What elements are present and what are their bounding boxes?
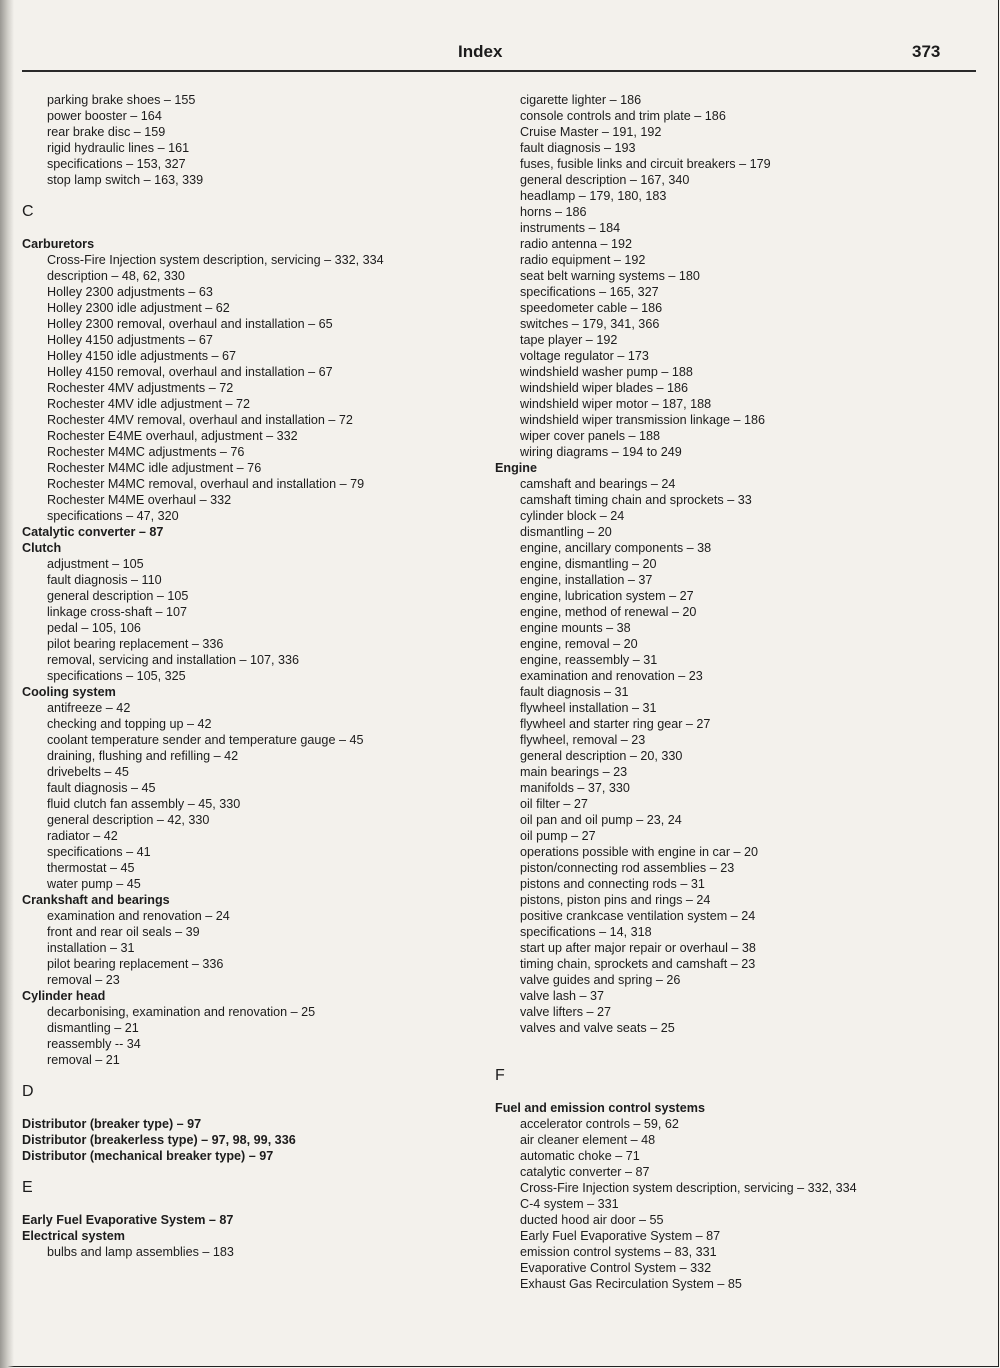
index-subentry: Rochester 4MV idle adjustment – 72 xyxy=(47,397,251,411)
index-heading: Fuel and emission control systems xyxy=(495,1101,705,1115)
index-subentry: engine, ancillary components – 38 xyxy=(520,541,712,555)
index-subentry: horns – 186 xyxy=(520,205,587,219)
index-heading: Carburetors xyxy=(22,237,95,251)
index-subentry: installation – 31 xyxy=(47,941,135,955)
binding-shadow xyxy=(0,0,14,1368)
index-subentry: windshield wiper transmission linkage – 186 xyxy=(520,413,766,427)
index-subentry: Early Fuel Evaporative System – 87 xyxy=(520,1229,721,1243)
index-subentry: windshield wiper motor – 187, 188 xyxy=(520,397,712,411)
index-subentry: wiper cover panels – 188 xyxy=(520,429,661,443)
index-subentry: Holley 4150 idle adjustments – 67 xyxy=(47,349,237,363)
index-subentry: start up after major repair or overhaul – 38 xyxy=(520,941,756,955)
index-subentry: engine, method of renewal – 20 xyxy=(520,605,697,619)
index-column-left xyxy=(22,92,492,1260)
section-letter: F xyxy=(495,1067,505,1084)
index-subentry: Cross-Fire Injection system description, servicing – 332, 334 xyxy=(47,253,384,267)
section-letter: D xyxy=(22,1083,34,1100)
index-subentry: specifications – 47, 320 xyxy=(47,509,179,523)
index-subentry: accelerator controls – 59, 62 xyxy=(520,1117,679,1131)
index-heading: Cooling system xyxy=(22,685,116,699)
index-subentry: Holley 2300 adjustments – 63 xyxy=(47,285,213,299)
index-subentry: Holley 4150 removal, overhaul and installation – 67 xyxy=(47,365,333,379)
index-subentry: flywheel installation – 31 xyxy=(520,701,657,715)
index-subentry: automatic choke – 71 xyxy=(520,1149,640,1163)
index-heading: Electrical system xyxy=(22,1229,125,1243)
index-subentry: oil pan and oil pump – 23, 24 xyxy=(520,813,682,827)
index-subentry: fault diagnosis – 193 xyxy=(520,141,636,155)
index-heading: Distributor (breakerless type) – 97, 98, 99, 336 xyxy=(22,1133,296,1147)
index-subentry: Rochester M4ME overhaul – 332 xyxy=(47,493,232,507)
index-subentry: engine mounts – 38 xyxy=(520,621,631,635)
index-subentry: piston/connecting rod assemblies – 23 xyxy=(520,861,735,875)
index-subentry: adjustment – 105 xyxy=(47,557,144,571)
index-subentry: console controls and trim plate – 186 xyxy=(520,109,726,123)
index-subentry: checking and topping up – 42 xyxy=(47,717,212,731)
index-subentry: Rochester 4MV adjustments – 72 xyxy=(47,381,234,395)
index-subentry: ducted hood air door – 55 xyxy=(520,1213,664,1227)
index-subentry: cigarette lighter – 186 xyxy=(520,93,642,107)
spacer xyxy=(22,220,492,236)
index-heading: Catalytic converter – 87 xyxy=(22,525,164,539)
index-subentry: pilot bearing replacement – 336 xyxy=(47,637,224,651)
index-heading: Distributor (breaker type) – 97 xyxy=(22,1117,202,1131)
index-subentry: specifications – 165, 327 xyxy=(520,285,659,299)
index-subentry: C-4 system – 331 xyxy=(520,1197,619,1211)
page-number: 373 xyxy=(912,42,941,61)
index-subentry: timing chain, sprockets and camshaft – 23 xyxy=(520,957,756,971)
index-subentry: antifreeze – 42 xyxy=(47,701,131,715)
index-subentry: specifications – 14, 318 xyxy=(520,925,652,939)
index-subentry: fault diagnosis – 45 xyxy=(47,781,156,795)
index-subentry: removal – 21 xyxy=(47,1053,120,1067)
index-subentry: seat belt warning systems – 180 xyxy=(520,269,700,283)
index-subentry: general description – 20, 330 xyxy=(520,749,683,763)
index-subentry: pistons, piston pins and rings – 24 xyxy=(520,893,711,907)
index-subentry: removal – 23 xyxy=(47,973,120,987)
page-title: Index xyxy=(458,42,503,61)
index-heading: Engine xyxy=(495,461,537,475)
spacer xyxy=(495,1036,965,1052)
index-subentry: examination and renovation – 23 xyxy=(520,669,703,683)
index-subentry: engine, installation – 37 xyxy=(520,573,653,587)
index-subentry: Cross-Fire Injection system description, servicing – 332, 334 xyxy=(520,1181,857,1195)
header-rule xyxy=(22,70,976,72)
index-subentry: Exhaust Gas Recirculation System – 85 xyxy=(520,1277,742,1291)
index-subentry: camshaft and bearings – 24 xyxy=(520,477,676,491)
index-subentry: dismantling – 20 xyxy=(520,525,612,539)
index-subentry: thermostat – 45 xyxy=(47,861,135,875)
index-heading: Cylinder head xyxy=(22,989,106,1003)
index-subentry: radio equipment – 192 xyxy=(520,253,646,267)
index-subentry: rear brake disc – 159 xyxy=(47,125,166,139)
spacer xyxy=(22,1068,492,1084)
index-subentry: parking brake shoes – 155 xyxy=(47,93,196,107)
index-subentry: engine, lubrication system – 27 xyxy=(520,589,694,603)
index-subentry: dismantling – 21 xyxy=(47,1021,139,1035)
index-subentry: pedal – 105, 106 xyxy=(47,621,141,635)
index-subentry: valves and valve seats – 25 xyxy=(520,1021,675,1035)
index-subentry: decarbonising, examination and renovation – 25 xyxy=(47,1005,316,1019)
index-subentry: wiring diagrams – 194 to 249 xyxy=(520,445,682,459)
index-subentry: engine, dismantling – 20 xyxy=(520,557,657,571)
index-subentry: speedometer cable – 186 xyxy=(520,301,663,315)
index-heading: Distributor (mechanical breaker type) – 97 xyxy=(22,1149,274,1163)
index-subentry: radiator – 42 xyxy=(47,829,118,843)
index-subentry: valve lash – 37 xyxy=(520,989,605,1003)
index-subentry: pilot bearing replacement – 336 xyxy=(47,957,224,971)
section-letter: E xyxy=(22,1179,33,1196)
index-subentry: specifications – 41 xyxy=(47,845,151,859)
spacer xyxy=(22,188,492,204)
index-subentry: tape player – 192 xyxy=(520,333,618,347)
index-subentry: coolant temperature sender and temperature gauge – 45 xyxy=(47,733,364,747)
index-subentry: specifications – 105, 325 xyxy=(47,669,186,683)
index-subentry: oil pump – 27 xyxy=(520,829,596,843)
index-heading: Clutch xyxy=(22,541,62,555)
index-subentry: fault diagnosis – 110 xyxy=(47,573,162,587)
index-subentry: flywheel and starter ring gear – 27 xyxy=(520,717,711,731)
index-subentry: Holley 2300 removal, overhaul and installation – 65 xyxy=(47,317,333,331)
index-subentry: general description – 167, 340 xyxy=(520,173,690,187)
index-subentry: fuses, fusible links and circuit breakers – 179 xyxy=(520,157,771,171)
index-subentry: stop lamp switch – 163, 339 xyxy=(47,173,204,187)
index-subentry: engine, removal – 20 xyxy=(520,637,638,651)
index-column-right xyxy=(495,92,965,1292)
index-subentry: oil filter – 27 xyxy=(520,797,588,811)
index-subentry: Rochester M4MC removal, overhaul and installation – 79 xyxy=(47,477,365,491)
index-subentry: valve lifters – 27 xyxy=(520,1005,611,1019)
index-subentry: catalytic converter – 87 xyxy=(520,1165,650,1179)
spacer xyxy=(22,1196,492,1212)
index-subentry: pistons and connecting rods – 31 xyxy=(520,877,705,891)
index-subentry: operations possible with engine in car – 20 xyxy=(520,845,759,859)
index-subentry: front and rear oil seals – 39 xyxy=(47,925,200,939)
index-subentry: cylinder block – 24 xyxy=(520,509,625,523)
index-subentry: emission control systems – 83, 331 xyxy=(520,1245,717,1259)
spacer xyxy=(495,1084,965,1100)
index-subentry: Holley 2300 idle adjustment – 62 xyxy=(47,301,230,315)
index-heading: Crankshaft and bearings xyxy=(22,893,170,907)
index-subentry: bulbs and lamp assemblies – 183 xyxy=(47,1245,234,1259)
index-subentry: flywheel, removal – 23 xyxy=(520,733,646,747)
index-subentry: Rochester 4MV removal, overhaul and installation – 72 xyxy=(47,413,353,427)
index-subentry: general description – 105 xyxy=(47,589,189,603)
index-subentry: air cleaner element – 48 xyxy=(520,1133,656,1147)
index-subentry: Holley 4150 adjustments – 67 xyxy=(47,333,213,347)
index-subentry: Rochester M4MC adjustments – 76 xyxy=(47,445,245,459)
index-subentry: radio antenna – 192 xyxy=(520,237,633,251)
index-subentry: engine, reassembly – 31 xyxy=(520,653,658,667)
index-subentry: valve guides and spring – 26 xyxy=(520,973,681,987)
index-subentry: camshaft timing chain and sprockets – 33 xyxy=(520,493,752,507)
index-subentry: examination and renovation – 24 xyxy=(47,909,230,923)
spacer xyxy=(22,1164,492,1180)
index-subentry: headlamp – 179, 180, 183 xyxy=(520,189,667,203)
index-heading: Early Fuel Evaporative System – 87 xyxy=(22,1213,234,1227)
index-subentry: linkage cross-shaft – 107 xyxy=(47,605,188,619)
index-subentry: reassembly -- 34 xyxy=(47,1037,141,1051)
index-subentry: rigid hydraulic lines – 161 xyxy=(47,141,190,155)
index-subentry: drivebelts – 45 xyxy=(47,765,129,779)
spacer xyxy=(495,1052,965,1068)
index-subentry: Rochester M4MC idle adjustment – 76 xyxy=(47,461,262,475)
index-subentry: specifications – 153, 327 xyxy=(47,157,186,171)
index-subentry: windshield washer pump – 188 xyxy=(520,365,693,379)
index-subentry: power booster – 164 xyxy=(47,109,162,123)
spacer xyxy=(22,1100,492,1116)
index-subentry: voltage regulator – 173 xyxy=(520,349,649,363)
index-subentry: manifolds – 37, 330 xyxy=(520,781,630,795)
index-subentry: positive crankcase ventilation system – 24 xyxy=(520,909,756,923)
index-subentry: windshield wiper blades – 186 xyxy=(520,381,689,395)
index-subentry: general description – 42, 330 xyxy=(47,813,210,827)
index-subentry: Evaporative Control System – 332 xyxy=(520,1261,712,1275)
index-subentry: water pump – 45 xyxy=(47,877,141,891)
index-subentry: Cruise Master – 191, 192 xyxy=(520,125,662,139)
index-subentry: switches – 179, 341, 366 xyxy=(520,317,660,331)
section-letter: C xyxy=(22,203,34,220)
index-subentry: draining, flushing and refilling – 42 xyxy=(47,749,239,763)
index-subentry: fault diagnosis – 31 xyxy=(520,685,629,699)
index-subentry: fluid clutch fan assembly – 45, 330 xyxy=(47,797,241,811)
index-subentry: main bearings – 23 xyxy=(520,765,628,779)
index-subentry: removal, servicing and installation – 107, 336 xyxy=(47,653,300,667)
index-subentry: Rochester E4ME overhaul, adjustment – 332 xyxy=(47,429,298,443)
index-subentry: description – 48, 62, 330 xyxy=(47,269,185,283)
index-subentry: instruments – 184 xyxy=(520,221,621,235)
